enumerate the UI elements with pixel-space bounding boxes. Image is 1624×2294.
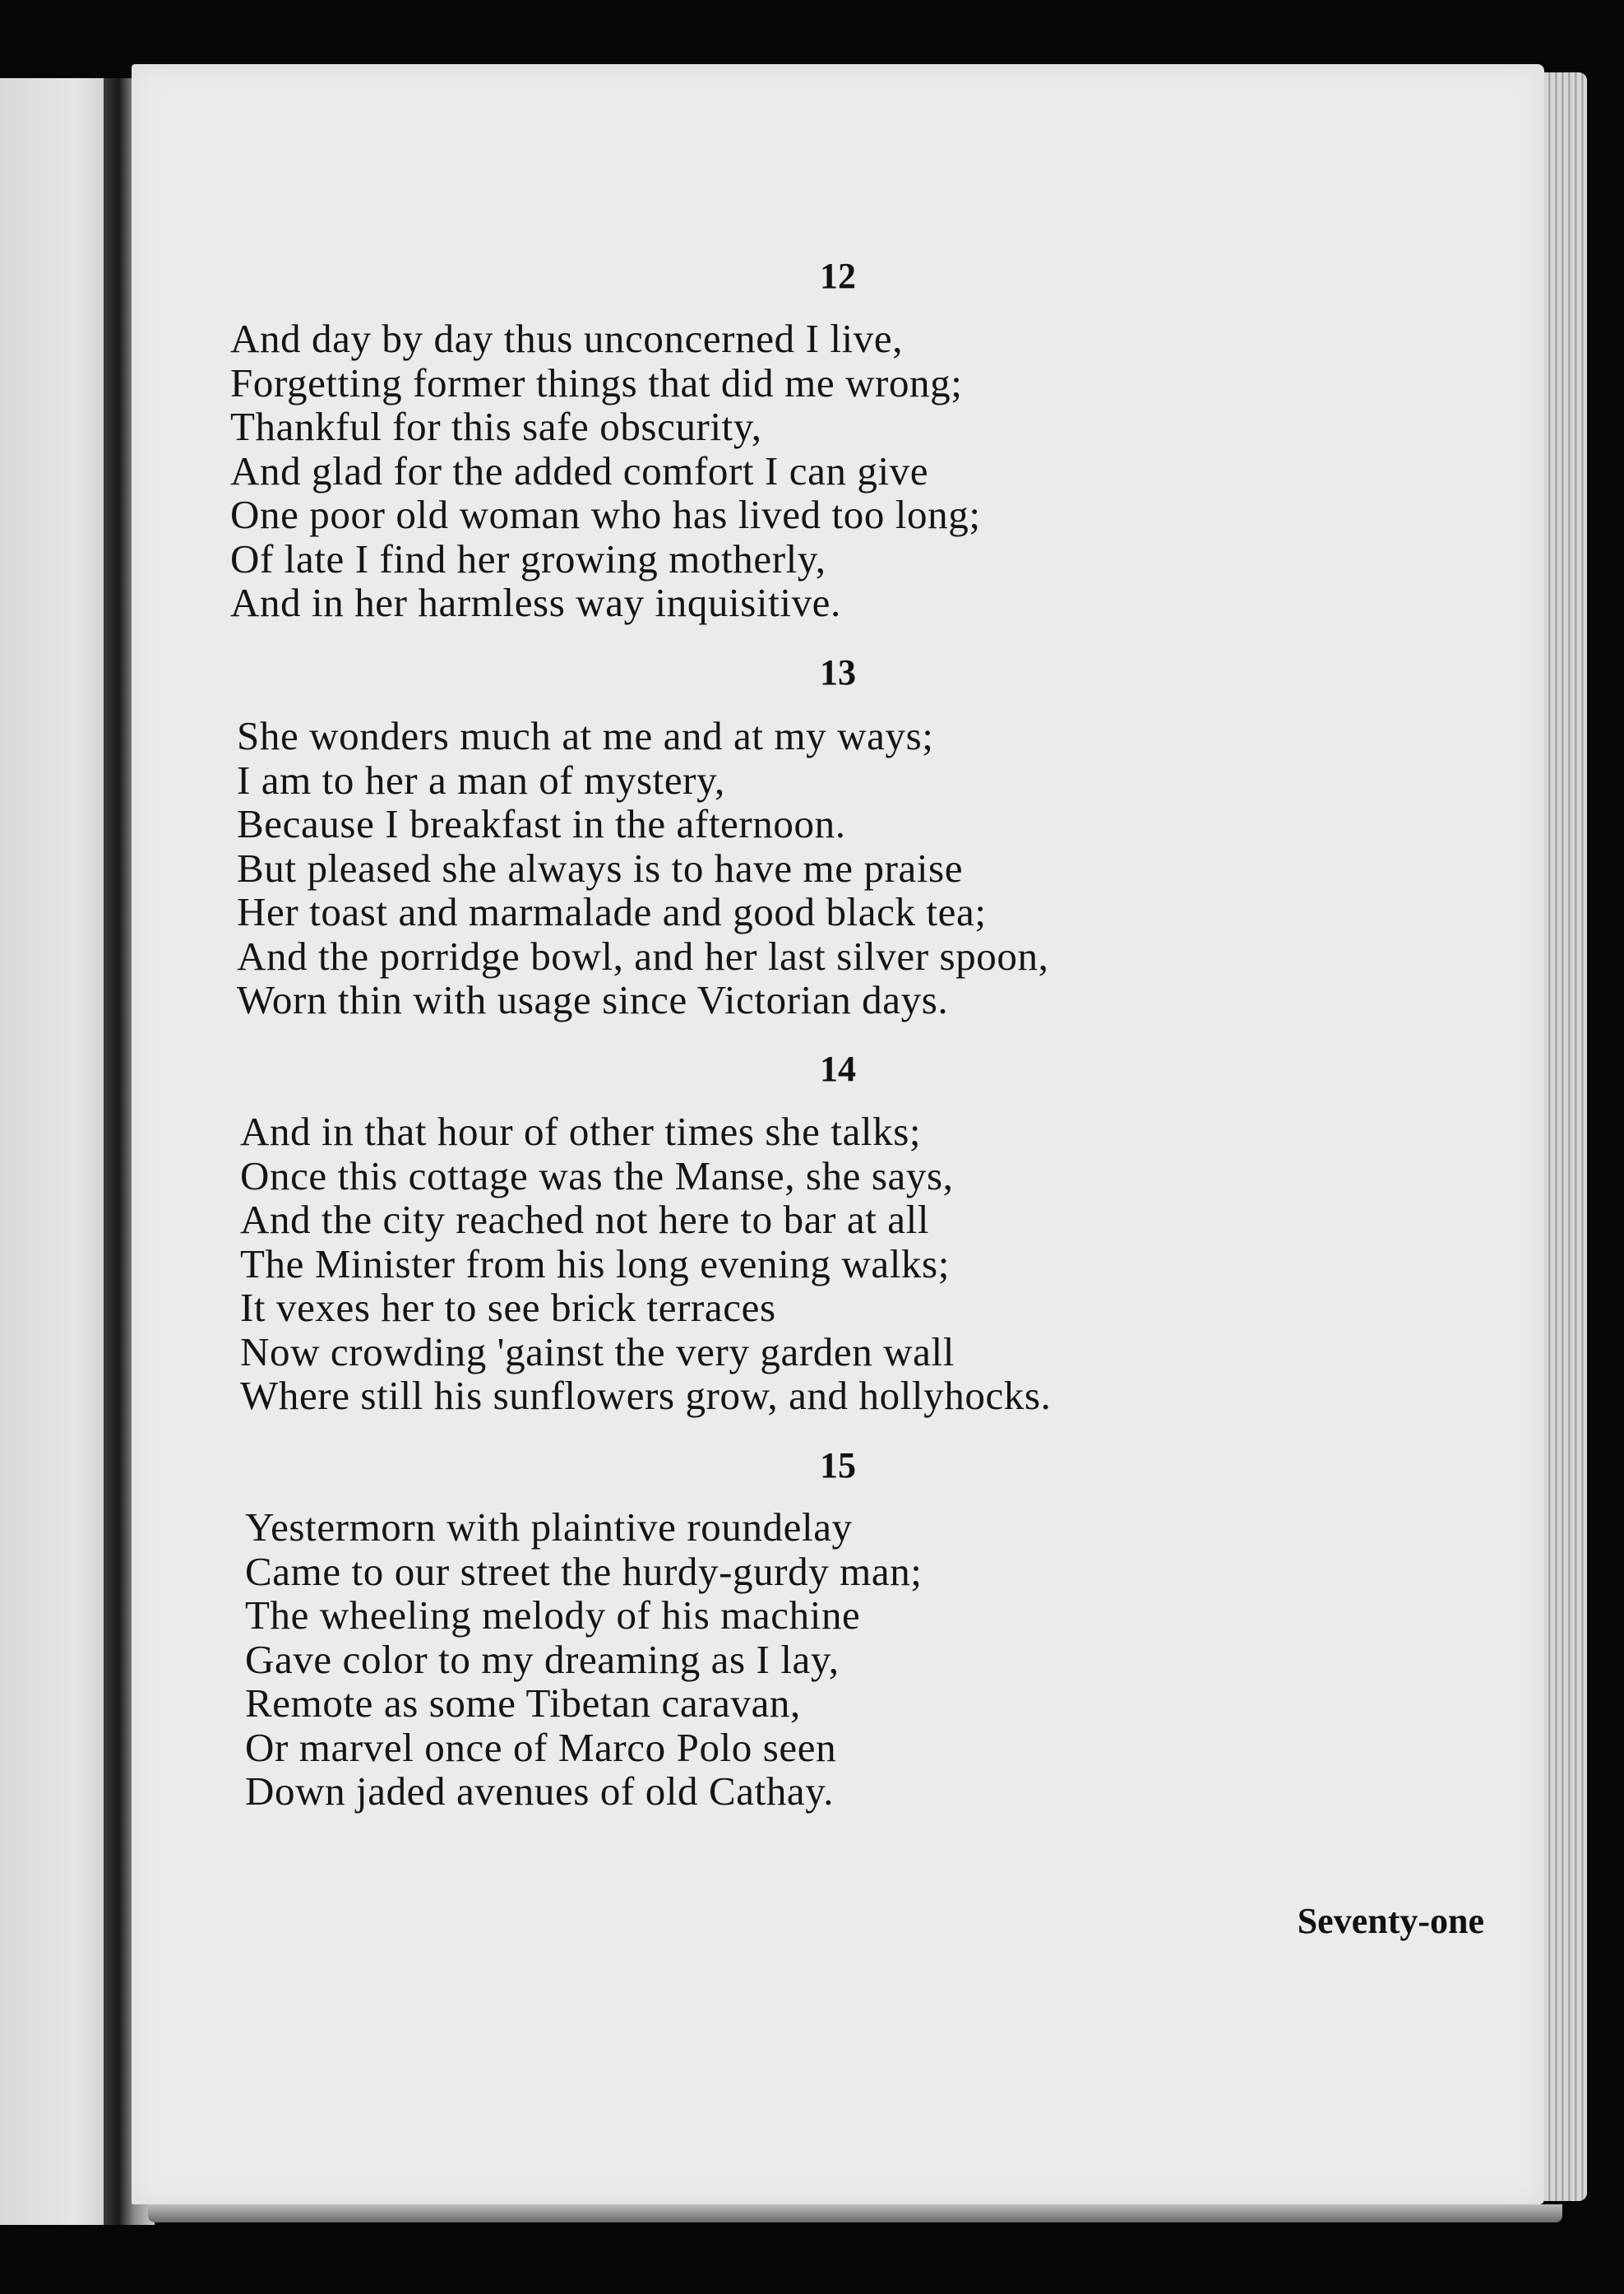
poem-line: And the porridge bowl, and her last silver spoon, bbox=[237, 933, 1049, 979]
book-page bbox=[132, 64, 1544, 2204]
stanza bbox=[230, 317, 981, 625]
poem-line: I am to her a man of mystery, bbox=[237, 757, 725, 803]
stanza bbox=[240, 1110, 1051, 1418]
poem-line: Yestermorn with plaintive roundelay bbox=[245, 1504, 853, 1550]
poem-line: She wonders much at me and at my ways; bbox=[237, 713, 934, 758]
poem-line: The wheeling melody of his machine bbox=[245, 1592, 861, 1638]
poem-line: And in her harmless way inquisitive. bbox=[230, 580, 841, 625]
stanza-number: 13 bbox=[820, 652, 856, 693]
poem-line: Worn thin with usage since Victorian days. bbox=[237, 977, 949, 1022]
poem-line: And in that hour of other times she talks; bbox=[240, 1109, 922, 1154]
poem-line: Where still his sunflowers grow, and hollyhocks. bbox=[240, 1373, 1052, 1418]
poem-line: And day by day thus unconcerned I live, bbox=[230, 316, 904, 361]
poem-line: It vexes her to see brick terraces bbox=[240, 1285, 776, 1330]
poem-line: Thankful for this safe obscurity, bbox=[230, 404, 762, 449]
poem-line: Gave color to my dreaming as I lay, bbox=[245, 1636, 840, 1682]
poem-line: One poor old woman who has lived too long; bbox=[230, 492, 981, 537]
stanza-number: 15 bbox=[820, 1445, 856, 1485]
poem-line: Down jaded avenues of old Cathay. bbox=[245, 1768, 835, 1814]
poem-line: And glad for the added comfort I can give bbox=[230, 447, 929, 494]
stanza-number: 12 bbox=[820, 256, 856, 296]
previous-page-edge bbox=[0, 78, 109, 2225]
poem-line: Once this cottage was the Manse, she says, bbox=[240, 1152, 954, 1198]
poem-line: Or marvel once of Marco Polo seen bbox=[245, 1724, 837, 1770]
page-stack-edge bbox=[1544, 72, 1587, 2201]
poem-line: Because I breakfast in the afternoon. bbox=[237, 801, 846, 846]
poem-line: Came to our street the hurdy-gurdy man; bbox=[245, 1548, 923, 1594]
page-number: Seventy-one bbox=[1297, 1901, 1484, 1941]
poem-line: But pleased she always is to have me praise bbox=[237, 845, 964, 891]
poem-line: Remote as some Tibetan caravan, bbox=[245, 1680, 801, 1726]
poem-line: Her toast and marmalade and good black tea; bbox=[237, 889, 987, 934]
stanza bbox=[237, 714, 1048, 1022]
stanza bbox=[245, 1505, 923, 1814]
poem-line: Now crowding 'gainst the very garden wall bbox=[240, 1328, 955, 1374]
poem-line: And the city reached not here to bar at all bbox=[240, 1197, 930, 1242]
stanza-number: 14 bbox=[820, 1049, 856, 1089]
poem-line: Of late I find her growing motherly, bbox=[230, 535, 826, 582]
poem-line: The Minister from his long evening walks; bbox=[240, 1240, 950, 1286]
page-bottom-edge bbox=[148, 2204, 1562, 2222]
poem-line: Forgetting former things that did me wrong; bbox=[230, 359, 963, 406]
